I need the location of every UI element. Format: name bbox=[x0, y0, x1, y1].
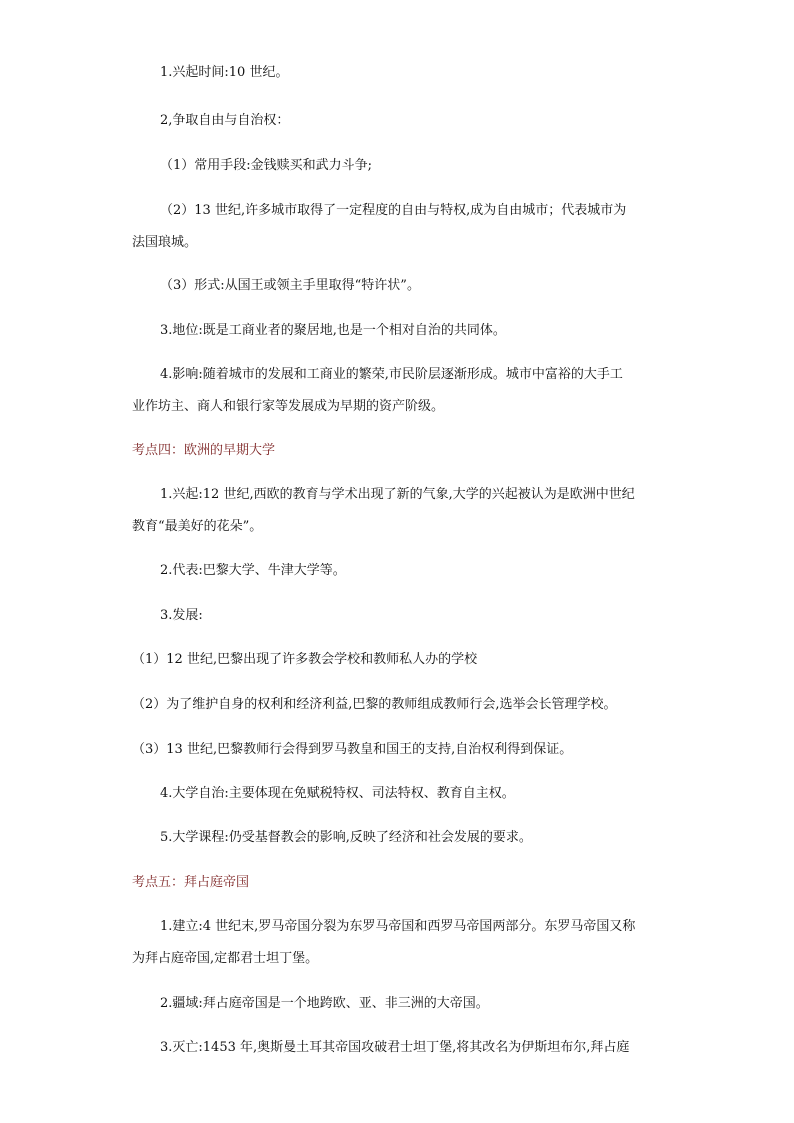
text-line: 3.地位:既是工商业者的聚居地,也是一个相对自治的共同体。 bbox=[160, 323, 506, 338]
text-line: 5.大学课程:仍受基督教会的影响,反映了经济和社会发展的要求。 bbox=[160, 830, 532, 845]
text-line: 4.影响:随着城市的发展和工商业的繁荣,市民阶层逐渐形成。城市中富裕的大手工 bbox=[160, 367, 623, 382]
text-line: 2.疆域:拜占庭帝国是一个地跨欧、亚、非三洲的大帝国。 bbox=[160, 996, 489, 1011]
text-line: （3）13 世纪,巴黎教师行会得到罗马教皇和国王的支持,自治权利得到保证。 bbox=[132, 742, 573, 757]
text-line: （1）常用手段:金钱赎买和武力斗争; bbox=[160, 158, 373, 173]
text-line: 4.大学自治:主要体现在免赋税特权、司法特权、教育自主权。 bbox=[160, 786, 515, 801]
text-line: 为拜占庭帝国,定都君士坦丁堡。 bbox=[132, 951, 319, 966]
text-line: 3.发展: bbox=[160, 608, 203, 623]
section-heading: 考点四：欧洲的早期大学 bbox=[132, 443, 276, 458]
text-line: 2,争取自由与自治权： bbox=[160, 113, 290, 128]
section-heading: 考点五：拜占庭帝国 bbox=[132, 875, 250, 890]
text-line: （2）为了维护自身的权利和经济利益,巴黎的教师组成教师行会,选举会长管理学校。 bbox=[132, 697, 617, 712]
text-line: 教育“最美好的花朵”。 bbox=[132, 519, 263, 534]
text-line: 2.代表:巴黎大学、牛津大学等。 bbox=[160, 563, 346, 578]
text-line: （1）12 世纪,巴黎出现了许多教会学校和教师私人办的学校 bbox=[132, 652, 478, 667]
text-line: 法国琅城。 bbox=[132, 235, 198, 250]
text-line: （2）13 世纪,许多城市取得了一定程度的自由与特权,成为自由城市；代表城市为 bbox=[160, 203, 627, 218]
text-line: 1.建立:4 世纪末,罗马帝国分裂为东罗马帝国和西罗马帝国两部分。东罗马帝国又称 bbox=[160, 919, 636, 934]
text-line: 业作坊主、商人和银行家等发展成为早期的资产阶级。 bbox=[132, 399, 445, 414]
text-line: 1.兴起时间:10 世纪。 bbox=[160, 65, 289, 80]
text-line: 3.灭亡:1453 年,奥斯曼土耳其帝国攻破君士坦丁堡,将其改名为伊斯坦布尔,拜占庭 bbox=[160, 1040, 630, 1055]
text-line: （3）形式:从国王或领主手里取得“特许状”。 bbox=[160, 278, 420, 293]
text-line: 1.兴起:12 世纪,西欧的教育与学术出现了新的气象,大学的兴起被认为是欧洲中世纪 bbox=[160, 487, 635, 502]
